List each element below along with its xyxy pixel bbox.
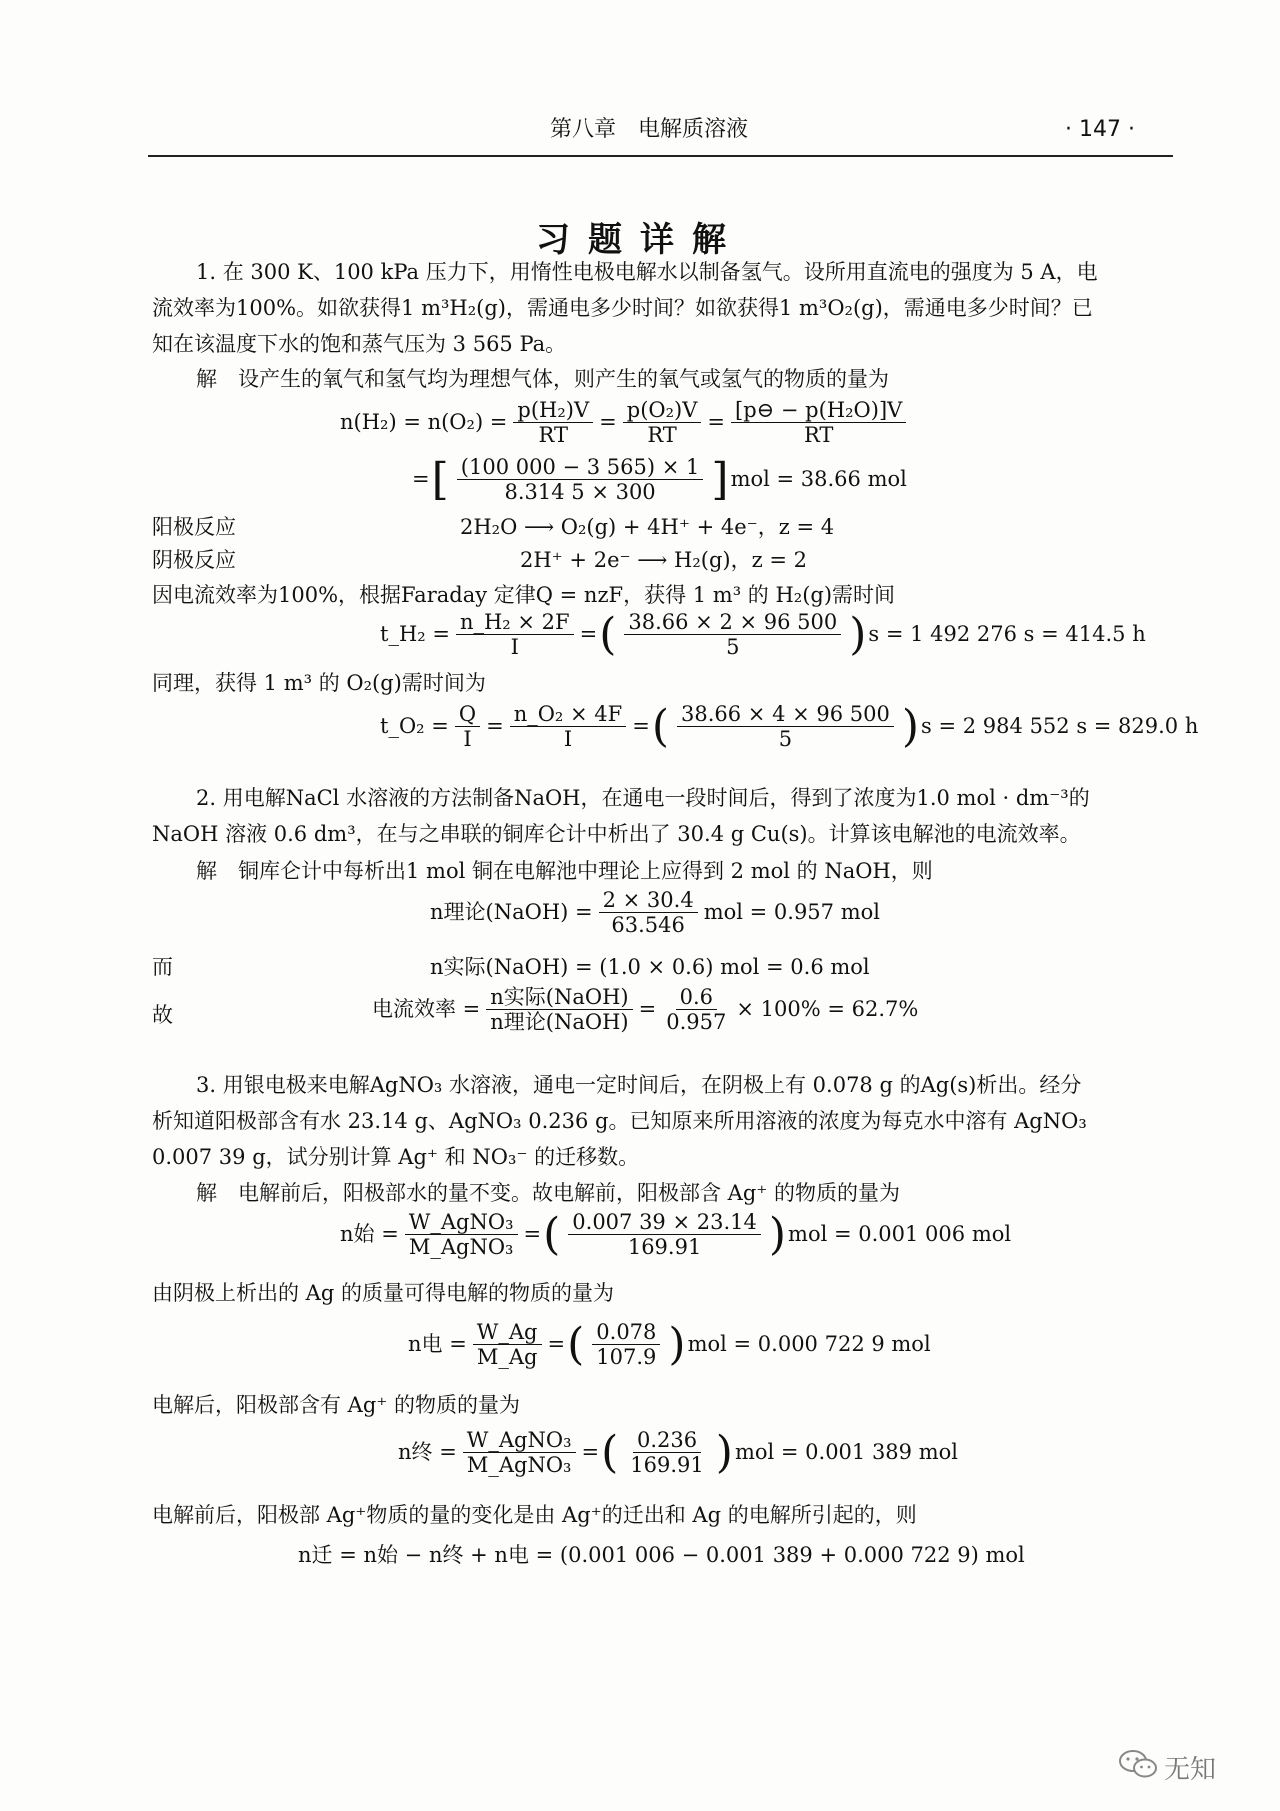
watermark <box>1118 1748 1216 1792</box>
numerator: p(O₂)V <box>623 398 702 423</box>
numerator: Q <box>455 702 480 727</box>
denominator: I <box>563 727 573 752</box>
numerator: W_AgNO₃ <box>463 1428 576 1453</box>
problem3-equation-4: n迁 = n始 − n终 + n电 = (0.001 006 − 0.001 389 + 0.000 722 9) mol <box>298 1543 1025 1567</box>
equals-sign: = <box>486 713 504 738</box>
denominator: RT <box>538 423 568 448</box>
numerator: p(H₂)V <box>513 398 593 423</box>
fraction <box>592 1320 660 1369</box>
watermark-text: 无知 <box>1164 1754 1217 1785</box>
paren-left: ( <box>601 1426 619 1478</box>
problem3-equation-3 <box>398 1428 958 1477</box>
cathode-equation: 2H⁺ + 2e⁻ ⟶ H₂(g)，z = 2 <box>520 548 807 572</box>
numerator: 38.66 × 2 × 96 500 <box>624 610 841 635</box>
gu-label: 故 <box>152 1003 173 1027</box>
fraction <box>599 888 698 937</box>
equals-sign: = <box>547 1331 566 1356</box>
fraction <box>624 610 841 659</box>
denominator: 63.546 <box>611 913 685 938</box>
page-number: · 147 · <box>1065 117 1135 142</box>
problem3-equation-2 <box>408 1320 931 1369</box>
eq-lhs: 电流效率 = <box>372 996 481 1021</box>
numerator: W_Ag <box>473 1320 542 1345</box>
eq-rhs: mol = 0.957 mol <box>703 899 880 924</box>
problem1-line3: 知在该温度下水的饱和蒸气压为 3 565 Pa。 <box>152 332 567 356</box>
equals-sign: = <box>579 621 598 646</box>
problem3-line1: 3. 用银电极来电解AgNO₃ 水溶液，通电一定时间后，在阴极上有 0.078 g 的Ag(s)析出。经分 <box>196 1073 1082 1097</box>
fraction <box>486 985 632 1034</box>
fraction <box>568 1210 761 1259</box>
paren-right: ) <box>715 1426 733 1478</box>
fraction <box>513 398 593 447</box>
eq-rhs: mol = 0.001 006 mol <box>788 1221 1012 1246</box>
numerator: n_H₂ × 2F <box>456 610 574 635</box>
problem2-equation-3 <box>372 985 918 1034</box>
problem3-line3: 0.007 39 g，试分别计算 Ag⁺ 和 NO₃⁻ 的迁移数。 <box>152 1145 640 1169</box>
fraction <box>463 1428 576 1477</box>
fraction <box>473 1320 542 1369</box>
bracket-left: [ <box>431 453 449 505</box>
paren-right: ) <box>668 1318 686 1370</box>
eq-rhs: s = 2 984 552 s = 829.0 h <box>921 713 1199 738</box>
denominator: I <box>510 635 519 660</box>
er-label: 而 <box>152 955 173 979</box>
numerator: [p⊖ − p(H₂O)]V <box>731 398 906 423</box>
problem3-text3: 电解后，阳极部含有 Ag⁺ 的物质的量为 <box>152 1393 521 1417</box>
problem1-equation-2 <box>412 455 907 504</box>
problem1-solution-intro: 解 设产生的氧气和氢气均为理想气体，则产生的氧气或氢气的物质的量为 <box>196 367 889 391</box>
cathode-label: 阴极反应 <box>152 548 236 572</box>
fraction <box>456 610 574 659</box>
eq-lhs: t_H₂ = <box>380 621 450 646</box>
denominator: n理论(NaOH) <box>490 1010 629 1035</box>
numerator: 0.078 <box>592 1320 660 1345</box>
section-title: 习题详解 <box>536 220 744 260</box>
numerator: (100 000 − 3 565) × 1 <box>457 455 704 480</box>
paren-left: ( <box>543 1208 561 1260</box>
paren-left: ( <box>651 700 670 752</box>
problem2-equation-2: n实际(NaOH) = (1.0 × 0.6) mol = 0.6 mol <box>430 955 870 979</box>
fraction <box>455 702 480 751</box>
denominator: M_AgNO₃ <box>466 1453 572 1478</box>
anode-label: 阳极反应 <box>152 515 236 539</box>
numerator: 2 × 30.4 <box>599 888 698 913</box>
denominator: M_Ag <box>476 1345 538 1370</box>
denominator: RT <box>803 423 834 448</box>
same-text: 同理，获得 1 m³ 的 O₂(g)需时间为 <box>152 671 486 695</box>
denominator: 169.91 <box>630 1453 704 1478</box>
eq-rhs: mol = 38.66 mol <box>730 466 907 491</box>
fraction <box>510 702 627 751</box>
eq-rhs: s = 1 492 276 s = 414.5 h <box>868 621 1146 646</box>
eq-lhs: t_O₂ = <box>380 713 449 738</box>
problem3-line2: 析知道阳极部含有水 23.14 g、AgNO₃ 0.236 g。已知原来所用溶液的浓度为每克水中溶有 AgNO₃ <box>152 1109 1087 1133</box>
equals-sign: = <box>638 996 657 1021</box>
fraction <box>623 398 702 447</box>
denominator: 169.91 <box>627 1235 702 1260</box>
eq-lhs: n终 = <box>398 1439 457 1464</box>
denominator: 0.957 <box>666 1010 727 1035</box>
numerator: 0.236 <box>633 1428 701 1453</box>
numerator: 0.6 <box>676 985 717 1010</box>
paren-left: ( <box>567 1318 585 1370</box>
fraction <box>677 702 894 751</box>
eq-lhs: n电 = <box>408 1331 467 1356</box>
numerator: 0.007 39 × 23.14 <box>568 1210 761 1235</box>
paren-right: ) <box>768 1208 787 1260</box>
eq-rhs: × 100% = 62.7% <box>736 996 919 1021</box>
problem2-solution-intro: 解 铜库仑计中每析出1 mol 铜在电解池中理论上应得到 2 mol 的 NaOH，则 <box>196 859 933 883</box>
time-o2-equation <box>380 702 1198 751</box>
denominator: RT <box>647 423 677 448</box>
chapter-title: 第八章 电解质溶液 <box>550 117 749 142</box>
problem2-equation-1 <box>430 888 880 937</box>
denominator: I <box>463 727 472 752</box>
equals-sign: = <box>523 1221 542 1246</box>
equals-sign: = <box>581 1439 600 1464</box>
anode-equation: 2H₂O ⟶ O₂(g) + 4H⁺ + 4e⁻，z = 4 <box>460 515 835 539</box>
problem3-text2: 由阴极上析出的 Ag 的质量可得电解的物质的量为 <box>152 1281 614 1305</box>
time-h2-equation <box>380 610 1146 659</box>
fraction <box>731 398 906 447</box>
numerator: n实际(NaOH) <box>486 985 632 1010</box>
eq-lhs: n始 = <box>340 1221 399 1246</box>
numerator: n_O₂ × 4F <box>510 702 627 727</box>
eq-rhs: mol = 0.001 389 mol <box>734 1439 958 1464</box>
eq-lhs: n理论(NaOH) = <box>430 899 593 924</box>
bracket-right: ] <box>711 453 729 505</box>
denominator: 5 <box>726 635 740 660</box>
problem3-text4: 电解前后，阳极部 Ag⁺物质的量的变化是由 Ag⁺的迁出和 Ag 的电解所引起的，则 <box>152 1503 917 1527</box>
denominator: 107.9 <box>596 1345 657 1370</box>
denominator: M_AgNO₃ <box>408 1235 514 1260</box>
problem2-line1: 2. 用电解NaCl 水溶液的方法制备NaOH，在通电一段时间后，得到了浓度为1.0 mol · dm⁻³的 <box>196 786 1090 810</box>
problem1-line1: 1. 在 300 K、100 kPa 压力下，用惰性电极电解水以制备氢气。设所用直流电的强度为 5 A，电 <box>196 260 1098 284</box>
paren-right: ) <box>849 608 867 660</box>
equals-sign: = <box>632 713 650 738</box>
eq-lhs: n(H₂) = n(O₂) = <box>340 409 508 434</box>
equals-sign: = <box>599 409 617 434</box>
numerator: W_AgNO₃ <box>405 1210 518 1235</box>
problem3-equation-1 <box>340 1210 1011 1259</box>
paren-left: ( <box>599 608 617 660</box>
denominator: 8.314 5 × 300 <box>504 480 656 505</box>
denominator: 5 <box>778 727 793 752</box>
faraday-text: 因电流效率为100%，根据Faraday 定律Q = nzF，获得 1 m³ 的 H₂(g)需时间 <box>152 583 896 607</box>
problem1-line2: 流效率为100%。如欲获得1 m³H₂(g)，需通电多少时间？如欲获得1 m³O₂(g)，需通电多少时间？已 <box>152 296 1093 320</box>
problem1-equation-1 <box>340 398 912 447</box>
equals-sign: = <box>707 409 725 434</box>
wechat-icon <box>1118 1748 1164 1792</box>
numerator: 38.66 × 4 × 96 500 <box>677 702 894 727</box>
header-rule <box>148 155 1173 157</box>
fraction <box>405 1210 518 1259</box>
equals-sign: = <box>412 466 430 491</box>
problem3-solution-intro: 解 电解前后，阳极部水的量不变。故电解前，阳极部含 Ag⁺ 的物质的量为 <box>196 1181 901 1205</box>
eq-rhs: mol = 0.000 722 9 mol <box>687 1331 931 1356</box>
problem2-line2: NaOH 溶液 0.6 dm³，在与之串联的铜库仑计中析出了 30.4 g Cu(s)。计算该电解池的电流效率。 <box>152 822 1081 846</box>
paren-right: ) <box>901 700 920 752</box>
fraction <box>457 455 704 504</box>
fraction <box>662 985 730 1034</box>
fraction <box>626 1428 707 1477</box>
